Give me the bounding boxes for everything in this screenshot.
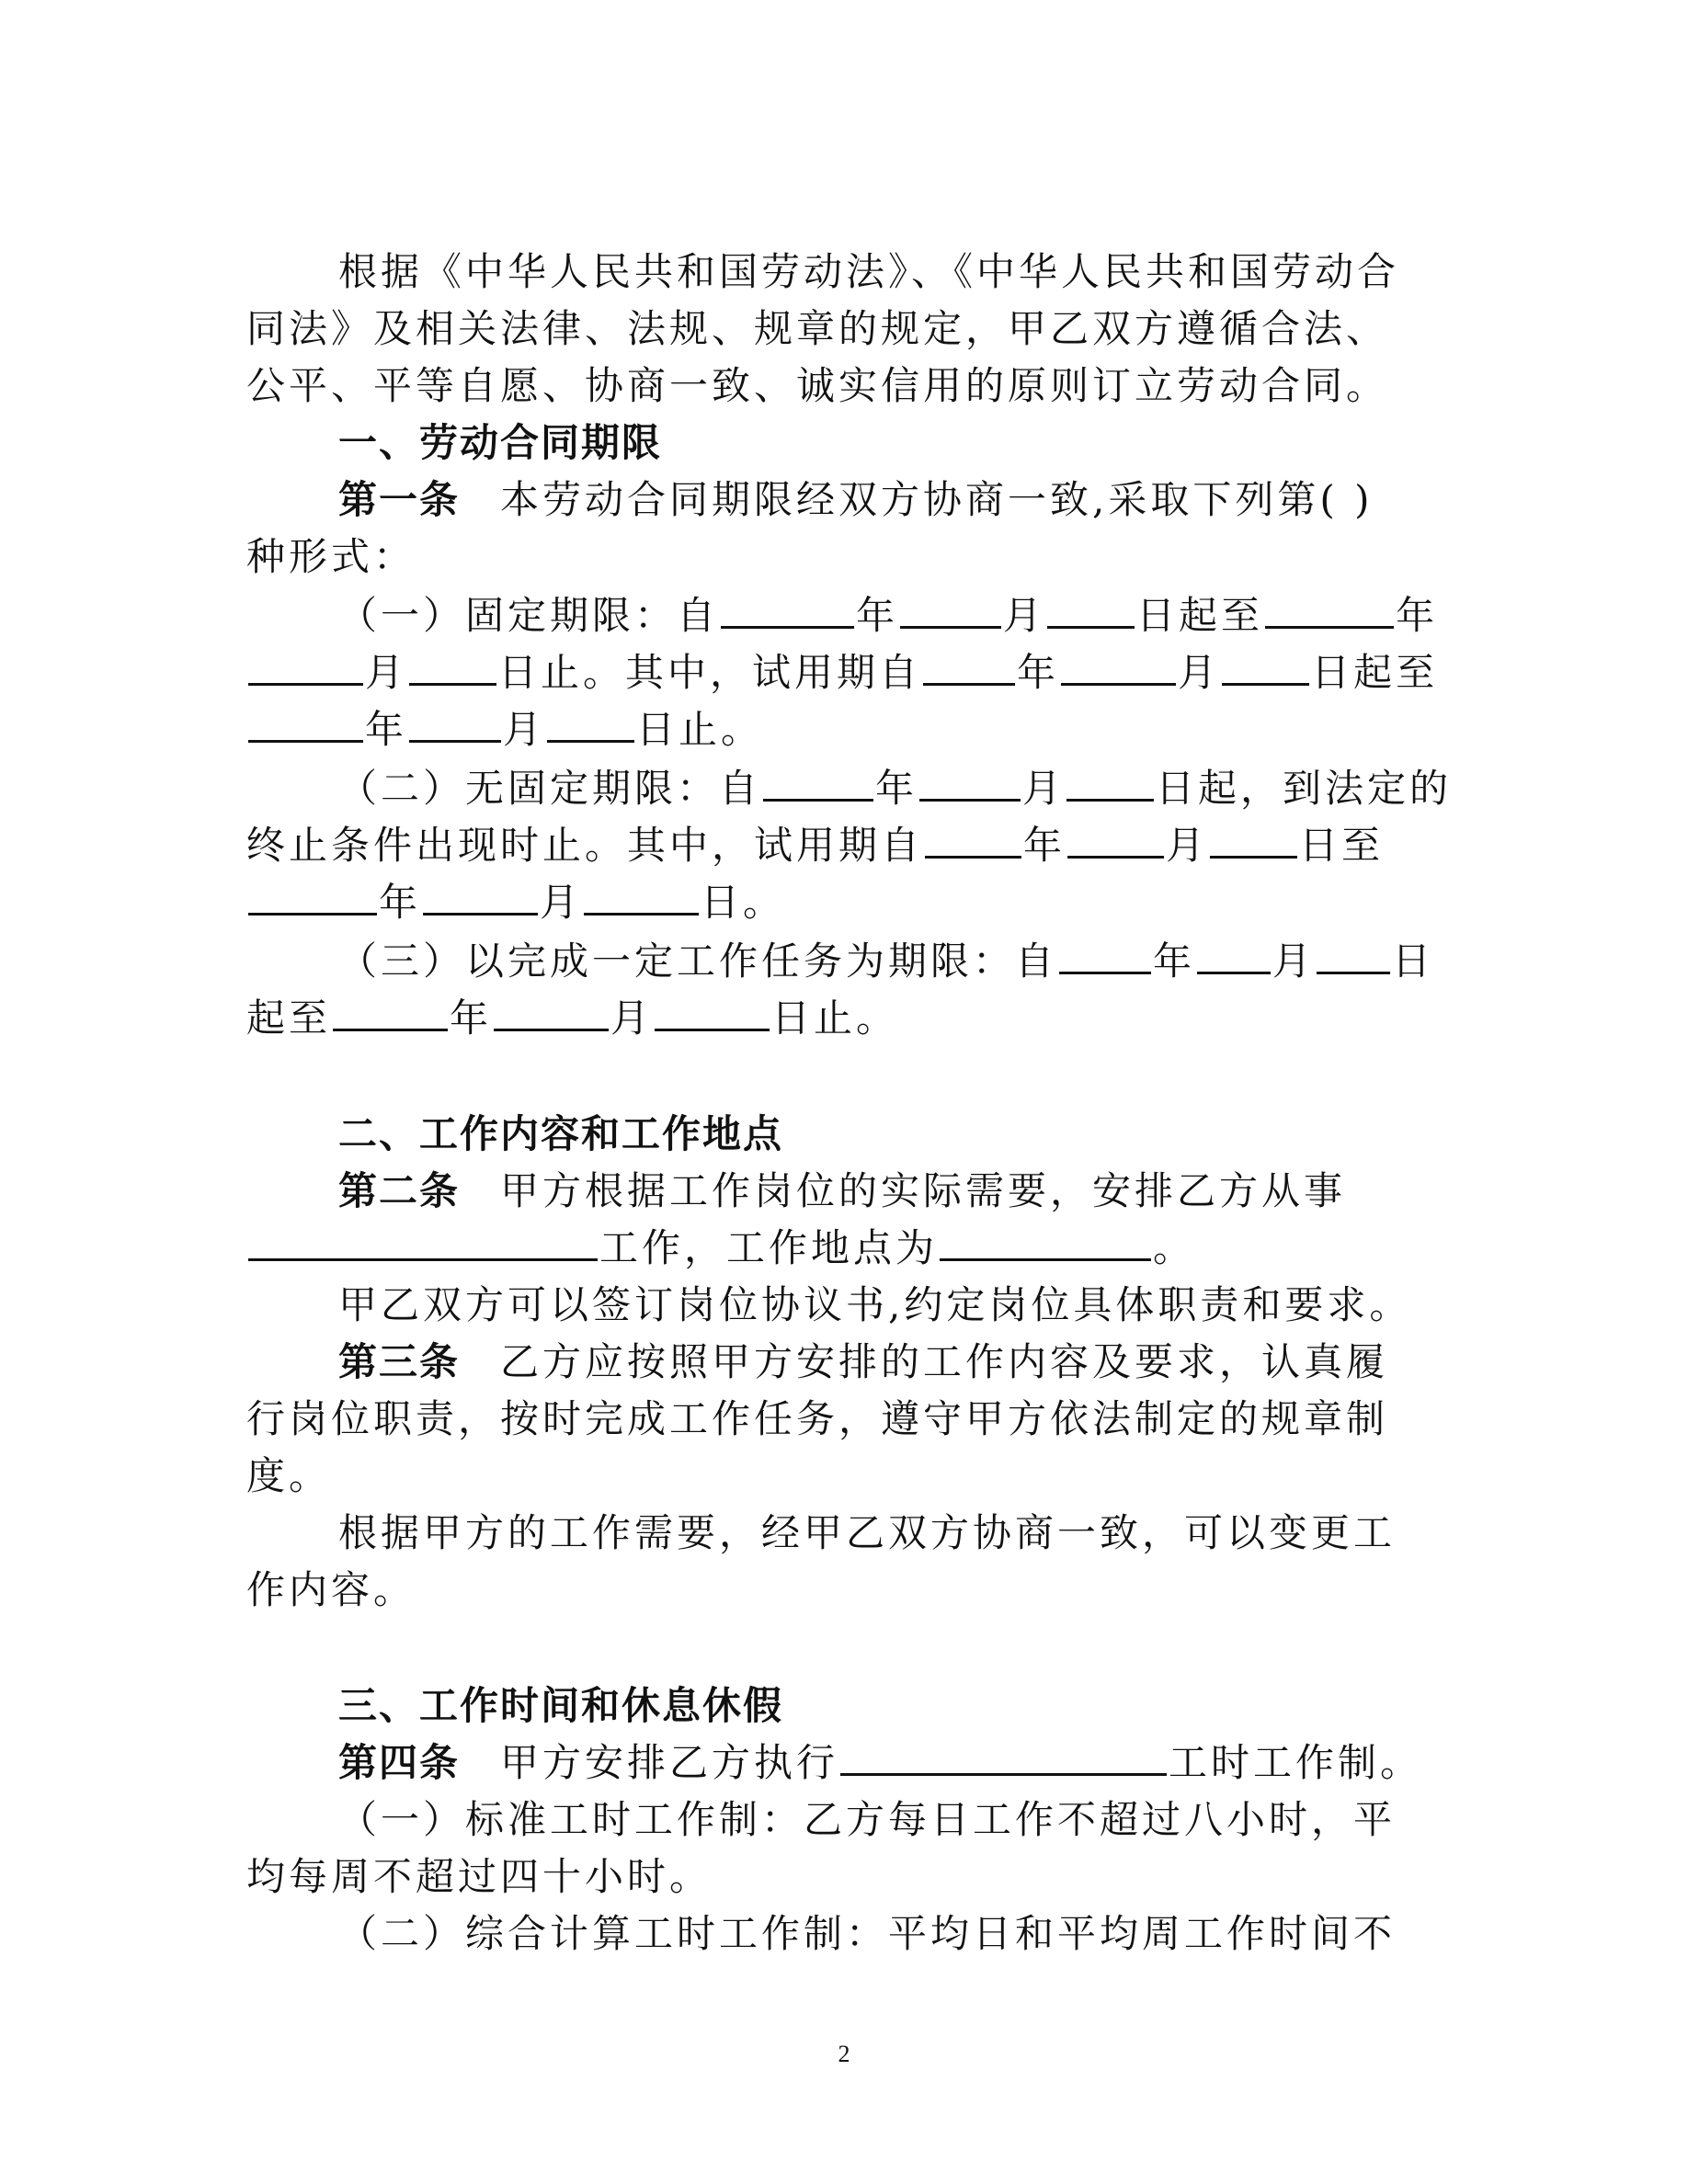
blank-field[interactable] bbox=[925, 821, 1021, 859]
blank-field[interactable] bbox=[721, 591, 854, 629]
blank-field[interactable] bbox=[1210, 821, 1297, 859]
article-3-label: 第三条 bbox=[338, 1339, 461, 1384]
blank-field[interactable] bbox=[919, 764, 1021, 802]
article-2-line-2: 工作，工作地点为 。 bbox=[246, 1221, 1195, 1276]
open-term-line-2: 终止条件出现时止。其中，试用期自 年 月 日至 bbox=[246, 823, 1385, 868]
article-1-line-2: 种形式： bbox=[246, 534, 416, 579]
agreement-line: 甲乙双方可以签订岗位协议书,约定岗位具体职责和要求。 bbox=[338, 1282, 1412, 1327]
change-line-1: 根据甲方的工作需要，经甲乙双方协商一致，可以变更工 bbox=[338, 1510, 1397, 1555]
page-number: 2 bbox=[838, 2041, 850, 2067]
blank-field[interactable] bbox=[1047, 591, 1135, 629]
blank-field[interactable] bbox=[1059, 937, 1151, 974]
blank-field[interactable] bbox=[494, 994, 609, 1031]
standard-hours-line-2: 均每周不超过四十小时。 bbox=[246, 1854, 713, 1899]
task-term-line-1: （三）以完成一定工作任务为期限：自 年 月 日 bbox=[338, 938, 1435, 984]
blank-field[interactable] bbox=[923, 648, 1015, 686]
intro-line-2: 同法》及相关法律、法规、规章的规定，甲乙双方遵循合法、 bbox=[246, 306, 1389, 351]
open-term-line-3: 年 月 日。 bbox=[246, 875, 785, 930]
article-2-line-1: 第二条 甲方根据工作岗位的实际需要，安排乙方从事 bbox=[338, 1168, 1347, 1213]
blank-field[interactable] bbox=[1067, 821, 1164, 859]
article-2-label: 第二条 bbox=[338, 1168, 461, 1213]
article-3-line-2: 行岗位职责，按时完成工作任务，遵守甲方依法制定的规章制 bbox=[246, 1396, 1389, 1441]
blank-field[interactable] bbox=[1066, 764, 1154, 802]
blank-field[interactable] bbox=[1222, 648, 1309, 686]
blank-field[interactable] bbox=[1317, 937, 1390, 974]
article-3-line-3: 度。 bbox=[246, 1453, 332, 1498]
blank-field[interactable] bbox=[333, 994, 448, 1031]
change-line-2: 作内容。 bbox=[246, 1567, 416, 1612]
blank-field[interactable] bbox=[655, 994, 770, 1031]
blank-field[interactable] bbox=[1265, 591, 1394, 629]
blank-field[interactable] bbox=[423, 878, 538, 916]
comprehensive-hours-line-1: （二）综合计算工时工作制：平均日和平均周工作时间不 bbox=[338, 1911, 1397, 1956]
blank-field[interactable] bbox=[248, 648, 363, 686]
open-term-label: （二）无固定期限：自 bbox=[338, 766, 762, 811]
open-term-line-1: （二）无固定期限：自 年 月 日起，到法定的 bbox=[338, 766, 1453, 811]
blank-field[interactable] bbox=[409, 648, 496, 686]
fixed-term-line-1: （一）固定期限：自 年 月 日起至 年 bbox=[338, 593, 1439, 638]
intro-line-3: 公平、平等自愿、协商一致、诚实信用的原则订立劳动合同。 bbox=[246, 363, 1389, 408]
intro-line-1: 根据《中华人民共和国劳动法》、《中华人民共和国劳动合 bbox=[338, 249, 1400, 294]
article-4-label: 第四条 bbox=[338, 1740, 461, 1785]
blank-field[interactable] bbox=[1061, 648, 1176, 686]
fixed-term-label: （一）固定期限：自 bbox=[338, 593, 720, 638]
article-1-label: 第一条 bbox=[338, 477, 461, 522]
fixed-term-line-3: 年 月 日止。 bbox=[246, 702, 763, 757]
blank-field[interactable] bbox=[763, 764, 873, 802]
blank-field[interactable] bbox=[248, 705, 363, 743]
working-hours-system-blank[interactable] bbox=[840, 1738, 1167, 1776]
fixed-term-line-2: 月 日止。其中，试用期自 年 月 日起至 bbox=[246, 645, 1438, 700]
job-position-blank[interactable] bbox=[248, 1223, 598, 1261]
blank-field[interactable] bbox=[248, 878, 377, 916]
section-2-heading: 二、工作内容和工作地点 bbox=[338, 1111, 784, 1156]
article-1-text: 本劳动合同期限经双方协商一致,采取下列第( ) bbox=[500, 477, 1374, 522]
article-1-line-1 bbox=[338, 472, 1374, 528]
blank-field[interactable] bbox=[409, 705, 501, 743]
section-1-heading: 一、劳动合同期限 bbox=[338, 420, 663, 465]
work-location-blank[interactable] bbox=[940, 1223, 1151, 1261]
task-term-label: （三）以完成一定工作任务为期限：自 bbox=[338, 938, 1058, 984]
task-term-line-2: 起至 年 月 日止。 bbox=[246, 995, 899, 1041]
blank-field[interactable] bbox=[547, 705, 634, 743]
blank-field[interactable] bbox=[584, 878, 699, 916]
article-4-line-1: 第四条 甲方安排乙方执行 工时工作制。 bbox=[338, 1740, 1423, 1785]
standard-hours-line-1: （一）标准工时工作制：乙方每日工作不超过八小时，平 bbox=[338, 1797, 1397, 1842]
article-3-line-1: 第三条 乙方应按照甲方安排的工作内容及要求，认真履 bbox=[338, 1339, 1389, 1384]
section-3-heading: 三、工作时间和休息休假 bbox=[338, 1683, 784, 1728]
blank-field[interactable] bbox=[900, 591, 1001, 629]
blank-field[interactable] bbox=[1197, 937, 1271, 974]
